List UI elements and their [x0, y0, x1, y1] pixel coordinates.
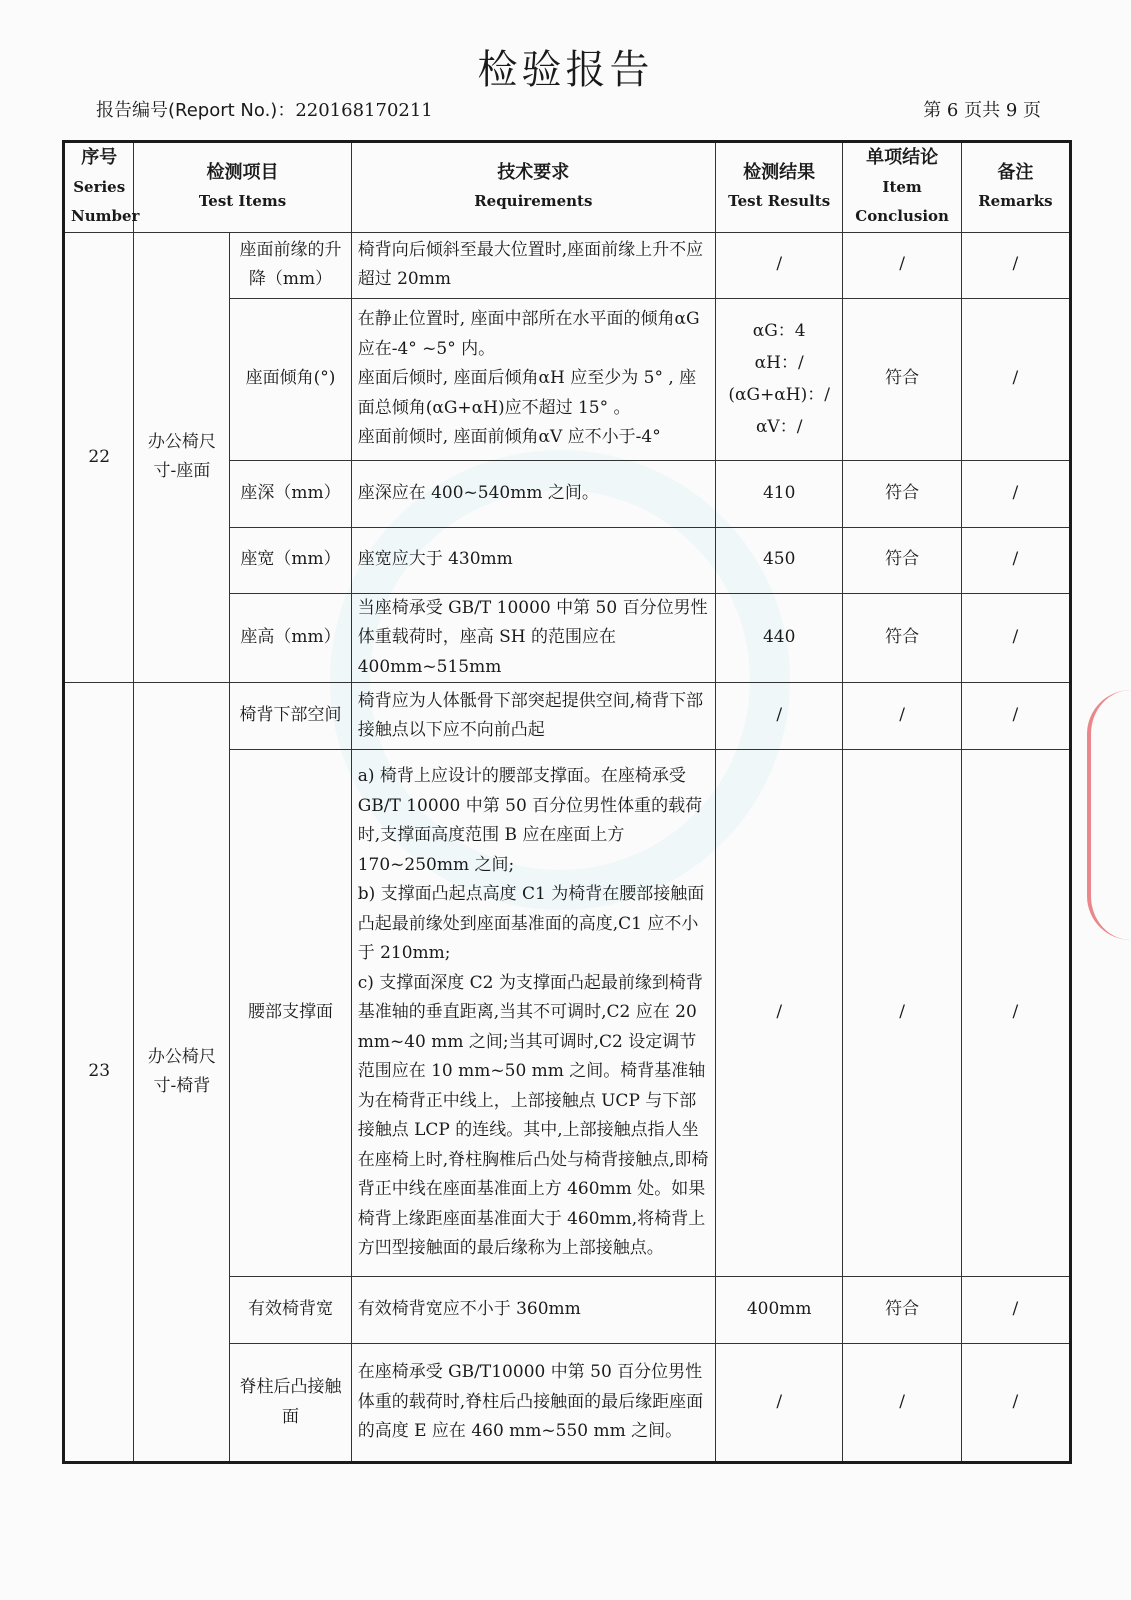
requirement	[351, 298, 715, 460]
sub-item: 脊柱后凸接触面	[230, 1344, 351, 1463]
result-line: (αG+αH)：/	[728, 385, 830, 405]
requirement-para: 座面前倾时, 座面前倾角αV 应不小于-4°	[357, 427, 661, 448]
remark: /	[961, 232, 1070, 298]
header-requirements: 技术要求 Requirements	[351, 142, 715, 233]
header-test-items: 检测项目 Test Items	[134, 142, 351, 233]
result-line: αG：4	[752, 321, 806, 341]
test-category: 办公椅尺寸-座面	[134, 232, 230, 683]
remark: /	[961, 460, 1070, 527]
item-conclusion: 符合	[843, 298, 961, 460]
sub-item: 座高（mm）	[230, 593, 351, 683]
header-series: 序号 Series Number	[64, 142, 134, 233]
test-category: 办公椅尺寸-椅背	[134, 683, 230, 1463]
requirement: 在座椅承受 GB/T10000 中第 50 百分位男性体重的载荷时,脊柱后凸接触面的最后缘距座面的高度 E 应在 460 mm~550 mm 之间。	[351, 1344, 715, 1463]
requirement: 椅背应为人体骶骨下部突起提供空间,椅背下部接触点以下应不向前凸起	[351, 683, 715, 750]
red-stamp-edge	[1087, 690, 1131, 940]
item-conclusion: /	[843, 1344, 961, 1463]
table-row	[64, 232, 1071, 298]
item-conclusion: /	[843, 232, 961, 298]
report-no-label: 报告编号	[96, 100, 168, 121]
page-info: 第 6 页共 9 页	[923, 100, 1041, 121]
test-result: 410	[715, 460, 843, 527]
inspection-table	[62, 140, 1072, 1464]
remark: /	[961, 1277, 1070, 1344]
requirement-para: 在静止位置时, 座面中部所在水平面的倾角αG 应在-4° ~5° 内。	[357, 309, 700, 359]
result-line: αH：/	[754, 353, 804, 373]
requirement-para: a) 椅背上应设计的腰部支撑面。在座椅承受 GB/T 10000 中第 50 百分位男性体重的载荷时,支撑面高度范围 B 应在座面上方 170~250mm 之间;	[357, 766, 703, 875]
report-number	[96, 96, 433, 122]
requirement-para: c) 支撑面深度 C2 为支撑面凸起最前缘到椅背基准轴的垂直距离,当其不可调时,C2 应在 20 mm~40 mm 之间;当其可调时,C2 设定调节范围应在 10 mm~50 mm 之间。椅背基准轴为在椅背正中线上，上部接触点 UCP 与下部接触点 LCP 的连线。其中,上部接触点指人坐在座椅上时,脊柱胸椎后凸处与椅背接触点,即椅背正中线在座面基准面上方 460mm 处。如果椅背上缘距座面基准面大于 460mm,将椅背上方凹型接触面的最后缘称为上部接触点。	[357, 972, 709, 1259]
header-row	[64, 142, 1071, 233]
remark: /	[961, 683, 1070, 750]
requirement: 座深应在 400~540mm 之间。	[351, 460, 715, 527]
test-result: 440	[715, 593, 843, 683]
test-result: /	[715, 1344, 843, 1463]
requirement-para: 座面后倾时, 座面后倾角αH 应至少为 5° , 座面总倾角(αG+αH)应不超过 15° 。	[357, 368, 697, 418]
item-conclusion: /	[843, 683, 961, 750]
report-no-label-en: (Report No.)：	[168, 100, 296, 121]
sub-item: 腰部支撑面	[230, 750, 351, 1277]
remark: /	[961, 1344, 1070, 1463]
test-result: /	[715, 232, 843, 298]
table-row	[64, 683, 1071, 750]
remark: /	[961, 298, 1070, 460]
test-result: 450	[715, 527, 843, 593]
item-conclusion: 符合	[843, 1277, 961, 1344]
item-conclusion: 符合	[843, 593, 961, 683]
report-no-value: 220168170211	[295, 100, 433, 121]
sub-item: 座宽（mm）	[230, 527, 351, 593]
requirement	[351, 750, 715, 1277]
sub-item: 座深（mm）	[230, 460, 351, 527]
item-conclusion: 符合	[843, 527, 961, 593]
header-results: 检测结果 Test Results	[715, 142, 843, 233]
test-result: /	[715, 750, 843, 1277]
test-result	[715, 298, 843, 460]
requirement: 椅背向后倾斜至最大位置时,座面前缘上升不应超过 20mm	[351, 232, 715, 298]
remark: /	[961, 593, 1070, 683]
requirement: 有效椅背宽应不小于 360mm	[351, 1277, 715, 1344]
sub-item: 座面倾角(°)	[230, 298, 351, 460]
report-title: 检验报告	[477, 47, 654, 93]
header-remarks: 备注 Remarks	[961, 142, 1070, 233]
test-result: /	[715, 683, 843, 750]
sub-item: 座面前缘的升降（mm）	[230, 232, 351, 298]
item-conclusion: 符合	[843, 460, 961, 527]
remark: /	[961, 527, 1070, 593]
sub-item: 有效椅背宽	[230, 1277, 351, 1344]
header-conclusion: 单项结论 Item Conclusion	[843, 142, 961, 233]
remark: /	[961, 750, 1070, 1277]
test-result: 400mm	[715, 1277, 843, 1344]
sub-item: 椅背下部空间	[230, 683, 351, 750]
series-number: 22	[64, 232, 134, 683]
result-line: αV：/	[755, 417, 803, 437]
requirement: 当座椅承受 GB/T 10000 中第 50 百分位男性体重载荷时，座高 SH 的范围应在 400mm~515mm	[351, 593, 715, 683]
item-conclusion: /	[843, 750, 961, 1277]
requirement-para: b) 支撑面凸起点高度 C1 为椅背在腰部接触面凸起最前缘处到座面基准面的高度,C1 应不小于 210mm;	[357, 884, 705, 964]
requirement: 座宽应大于 430mm	[351, 527, 715, 593]
series-number: 23	[64, 683, 134, 1463]
